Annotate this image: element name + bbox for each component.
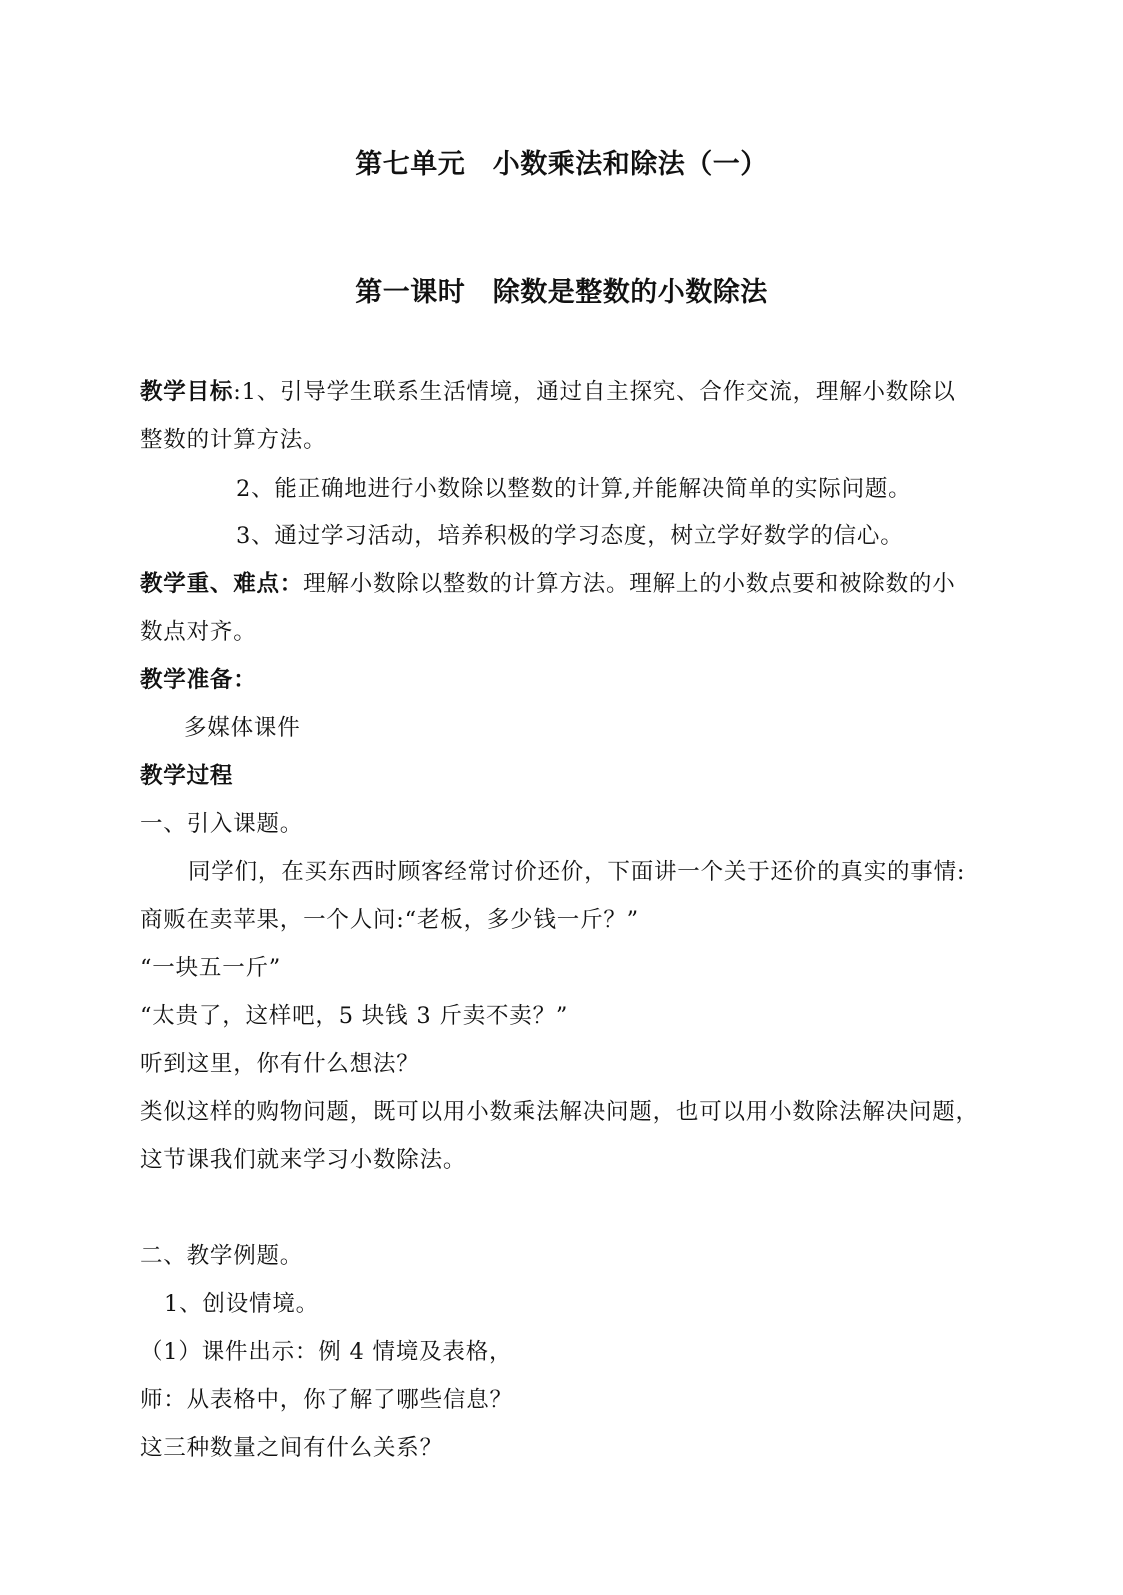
section1-heading: 一、引入课题。 — [140, 811, 304, 837]
unit-title: 第七单元 小数乘法和除法（一） — [355, 149, 768, 180]
objectives-label: 教学目标 — [140, 379, 234, 405]
objective-1-continued: 整数的计算方法。 — [140, 427, 327, 453]
key-points-line-1 — [140, 569, 956, 599]
process-label: 教学过程 — [140, 763, 234, 789]
key-points-continued: 数点对齐。 — [140, 619, 257, 645]
dialog-1: “一块五一斤” — [140, 955, 282, 981]
objective-3: 3、通过学习活动，培养积极的学习态度，树立学好数学的信心。 — [236, 523, 904, 549]
key-points-label: 教学重、难点： — [140, 571, 304, 597]
teacher-question: 师：从表格中，你了解了哪些信息？ — [140, 1387, 513, 1413]
preparation-label: 教学准备： — [140, 667, 257, 693]
section2-step-1: 1、创设情境。 — [164, 1291, 319, 1317]
dialog-2: “太贵了，这样吧，5 块钱 3 斤卖不卖？” — [140, 1003, 569, 1029]
section1-paragraph2-line-2: 这节课我们就来学习小数除法。 — [140, 1147, 467, 1173]
section2-heading: 二、教学例题。 — [140, 1243, 304, 1269]
objectives-line-1 — [140, 377, 956, 407]
preparation-text: 多媒体课件 — [184, 715, 301, 741]
objective-2: 2、能正确地进行小数除以整数的计算,并能解决简单的实际问题。 — [236, 476, 912, 502]
objective-1-text: 1、引导学生联系生活情境，通过自主探究、合作交流，理解小数除以 — [241, 379, 956, 405]
key-points-text: 理解小数除以整数的计算方法。理解上的小数点要和被除数的小 — [303, 571, 956, 597]
section1-paragraph-line-1: 同学们，在买东西时顾客经常讨价还价，下面讲一个关于还价的真实的事情: — [188, 859, 966, 885]
question-line: 听到这里，你有什么想法？ — [140, 1051, 420, 1077]
relation-question: 这三种数量之间有什么关系？ — [140, 1435, 443, 1461]
section1-paragraph2-line-1: 类似这样的购物问题，既可以用小数乘法解决问题，也可以用小数除法解决问题， — [140, 1099, 979, 1125]
section2-sub-1: （1）课件出示：例 4 情境及表格， — [140, 1339, 513, 1365]
lesson-title: 第一课时 除数是整数的小数除法 — [355, 277, 768, 308]
objectives-colon: : — [233, 379, 242, 405]
section1-paragraph-line-2: 商贩在卖苹果，一个人问:“老板，多少钱一斤？” — [140, 907, 639, 933]
